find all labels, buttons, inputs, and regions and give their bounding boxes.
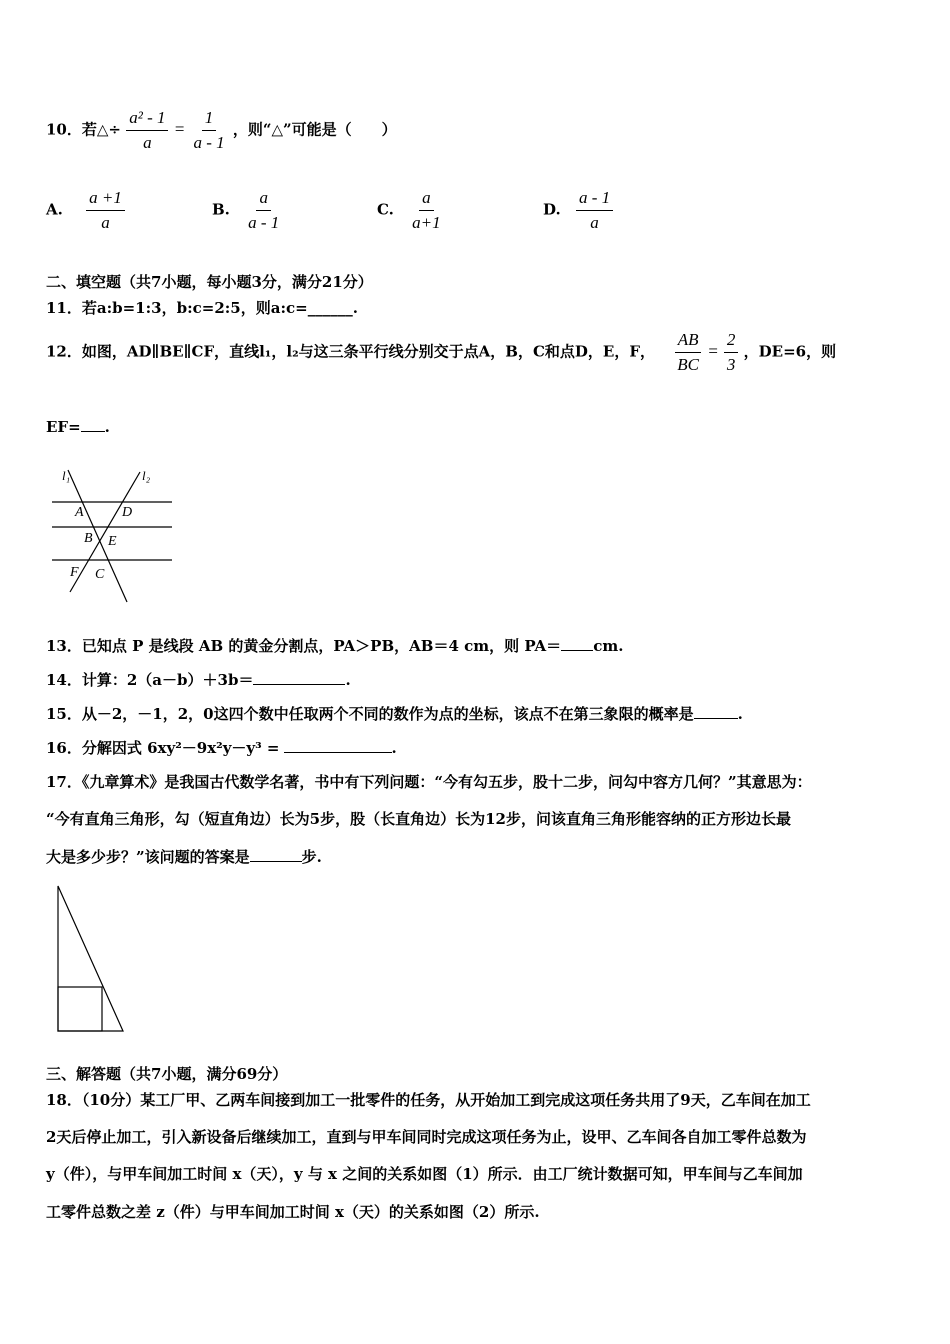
q10-rhs-num: 1 bbox=[202, 108, 217, 131]
q10-rhs-fraction bbox=[190, 108, 227, 153]
q12-line2 bbox=[46, 417, 110, 436]
option-den: a+1 bbox=[412, 213, 441, 232]
option-fraction bbox=[86, 188, 125, 233]
q10-option-d[interactable] bbox=[543, 188, 613, 233]
q18-line2: 2天后停止加工，引入新设备后继续加工，直到与甲车间同时完成这项任务为止，设甲、乙车间各自加工零件总数为 bbox=[46, 1128, 807, 1146]
q15 bbox=[46, 703, 743, 724]
option-fraction bbox=[245, 188, 282, 233]
option-label: C. bbox=[377, 200, 394, 219]
option-fraction bbox=[576, 188, 613, 233]
transversal-l1 bbox=[68, 470, 127, 602]
q10-suffix: ，则“△”可能是（ ） bbox=[232, 120, 397, 139]
q16-end: . bbox=[391, 739, 397, 757]
q14 bbox=[46, 669, 351, 690]
section3-title: 三、解答题（共7小题，满分69分） bbox=[46, 1065, 288, 1083]
q18-line4: 工零件总数之差 z（件）与甲车间加工时间 x（天）的关系如图（2）所示. bbox=[46, 1203, 540, 1221]
q17-line3-end: 步. bbox=[301, 848, 322, 866]
q11-text: 11．若a:b=1:3，b:c=2:5，则a:c=______. bbox=[46, 299, 358, 317]
q17-line3-text: 大是多少步？”该问题的答案是 bbox=[46, 848, 250, 866]
q13-end: cm. bbox=[593, 637, 624, 655]
q12-ratio-num: AB bbox=[675, 330, 702, 353]
option-fraction bbox=[409, 188, 443, 233]
q10-stem bbox=[46, 108, 397, 153]
q12-stem bbox=[46, 330, 836, 375]
triangle-square-figure bbox=[52, 882, 132, 1037]
option-den: a bbox=[590, 213, 599, 232]
section2-title: 二、填空题（共7小题，每小题3分，满分21分） bbox=[46, 273, 373, 291]
q12-line2-end: . bbox=[104, 418, 110, 436]
option-label: B. bbox=[212, 200, 230, 219]
option-den: a - 1 bbox=[248, 213, 280, 232]
q10-option-b[interactable] bbox=[212, 188, 282, 233]
q10-lhs-num: a² - 1 bbox=[126, 108, 168, 131]
right-triangle bbox=[58, 886, 123, 1031]
q14-text: 14．计算：2（a－b）＋3b＝ bbox=[46, 671, 254, 689]
label-l2: l₂ bbox=[142, 468, 151, 483]
q12-value-fraction bbox=[724, 330, 739, 375]
q16 bbox=[46, 737, 397, 758]
q12-ef-label: EF= bbox=[46, 418, 81, 436]
label-c: C bbox=[95, 567, 105, 582]
q12-equals: = bbox=[707, 341, 719, 361]
q10-lhs-den: a bbox=[143, 133, 152, 152]
q14-end: . bbox=[345, 671, 351, 689]
answer-blank[interactable] bbox=[561, 636, 593, 651]
q17-line2: “今有直角三角形，勾（短直角边）长为5步，股（长直角边）长为12步，问该直角三角形能容纳的正方形边长最 bbox=[46, 810, 791, 828]
answer-blank[interactable] bbox=[694, 704, 738, 719]
option-label: D. bbox=[543, 200, 561, 219]
q18-line1: 18．（10分）某工厂甲、乙两车间接到加工一批零件的任务，从开始加工到完成这项任务共用了9天，乙车间在加工 bbox=[46, 1091, 811, 1109]
q13 bbox=[46, 635, 623, 656]
q10-lhs-fraction bbox=[126, 108, 168, 153]
q17-line3 bbox=[46, 846, 322, 867]
option-den: a bbox=[101, 213, 110, 232]
label-l1: l₁ bbox=[62, 468, 71, 483]
q10-option-a[interactable] bbox=[46, 188, 125, 233]
q12-suffix: ，DE=6，则 bbox=[743, 342, 837, 361]
transversal-l2 bbox=[70, 472, 140, 592]
parallel-lines-figure bbox=[48, 462, 178, 607]
answer-blank[interactable] bbox=[81, 417, 105, 432]
q12-ratio-den: BC bbox=[677, 355, 699, 374]
q12-value-num: 2 bbox=[724, 330, 739, 353]
q13-text: 13．已知点 P 是线段 AB 的黄金分割点，PA＞PB，AB＝4 cm，则 PA＝ bbox=[46, 637, 562, 655]
option-num: a - 1 bbox=[576, 188, 613, 211]
q16-text: 16．分解因式 6xy²－9x²y－y³ = bbox=[46, 739, 280, 757]
answer-blank[interactable] bbox=[250, 847, 302, 862]
q15-text: 15．从－2，－1，2，0这四个数中任取两个不同的数作为点的坐标，该点不在第三象限的概率是 bbox=[46, 705, 694, 723]
q12-prefix: 12．如图，AD∥BE∥CF，直线l₁，l₂与这三条平行线分别交于点A，B，C和点D，E，F， bbox=[46, 342, 655, 361]
q10-prefix: 10．若△÷ bbox=[46, 120, 121, 139]
label-f: F bbox=[70, 565, 79, 580]
q15-end: . bbox=[737, 705, 743, 723]
q17-line1: 17．《九章算术》是我国古代数学名著，书中有下列问题：“今有勾五步，股十二步，问勾中容方几何？”其意思为： bbox=[46, 773, 812, 791]
label-d: D bbox=[122, 505, 133, 520]
option-num: a bbox=[419, 188, 434, 211]
label-e: E bbox=[108, 534, 117, 549]
answer-blank[interactable] bbox=[253, 670, 345, 685]
q12-value-den: 3 bbox=[726, 355, 736, 374]
answer-blank[interactable] bbox=[284, 738, 392, 753]
q18-line3: y（件），与甲车间加工时间 x（天），y 与 x 之间的关系如图（1）所示．由工厂统计数据可知，甲车间与乙车间加 bbox=[46, 1165, 803, 1183]
q12-ratio-fraction bbox=[674, 330, 702, 375]
option-num: a +1 bbox=[86, 188, 125, 211]
label-b: B bbox=[84, 531, 93, 546]
q10-option-c[interactable] bbox=[377, 188, 444, 233]
label-a: A bbox=[75, 505, 84, 520]
option-label: A. bbox=[46, 200, 63, 219]
q10-equals: = bbox=[173, 119, 186, 139]
inscribed-square bbox=[58, 987, 102, 1031]
option-num: a bbox=[256, 188, 271, 211]
q10-rhs-den: a - 1 bbox=[193, 133, 225, 152]
